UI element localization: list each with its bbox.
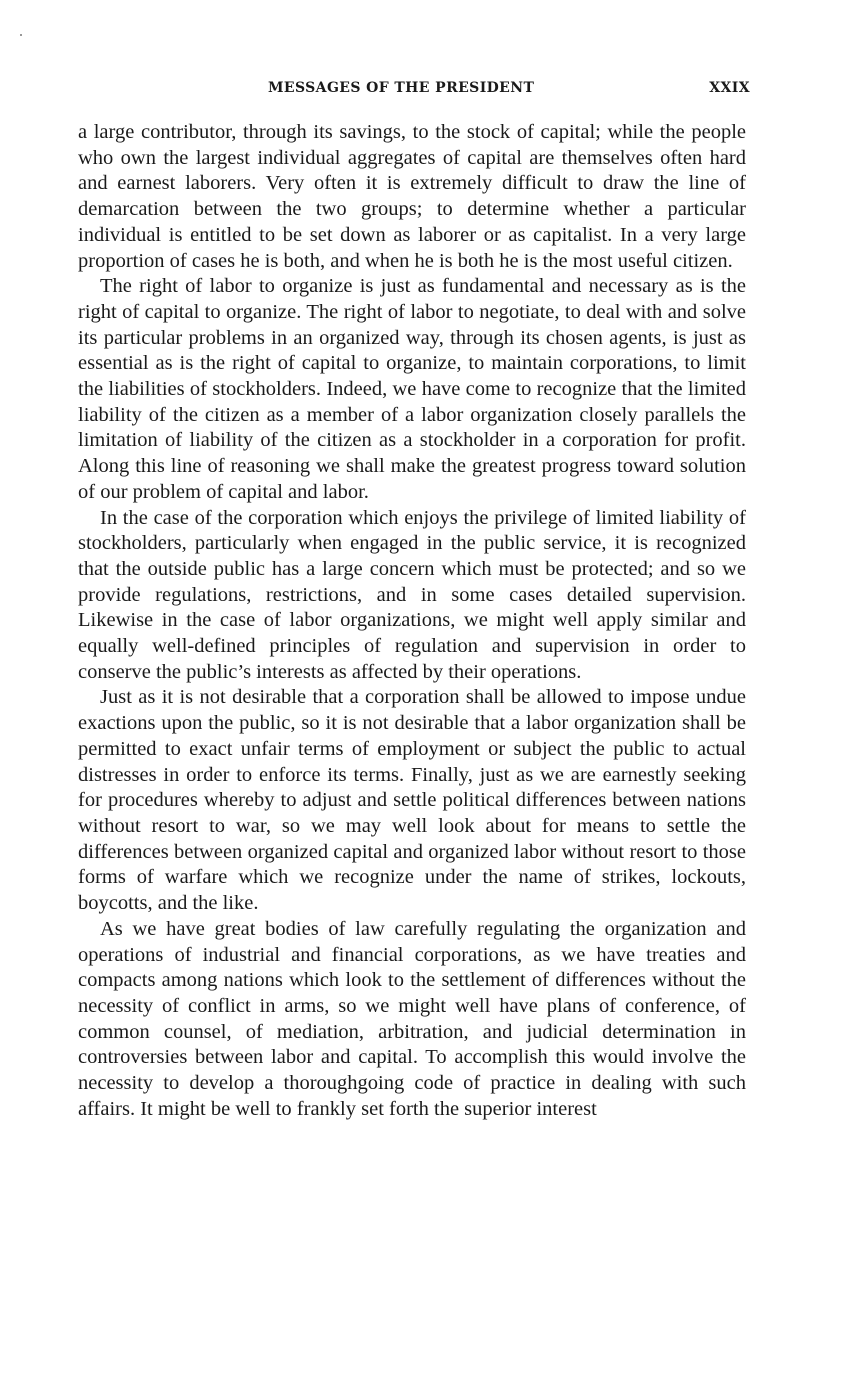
paragraph: a large contributor, through its savings, to the stock of capital; while the people who own the largest individual aggregates of capital are themselves often hard and earnest laborers. Very often it is extremely difficult to draw the line of demarcation between the two groups; to determine whether a particular individual is entitled to be set down as laborer or as capitalist. In a very large proportion of cases he is both, and when he is both he is the most useful citizen. xyxy=(78,121,746,272)
paragraph: The right of labor to organize is just as fundamental and necessary as is the right of capital to organize. The right of labor to negotiate, to deal with and solve its particular problems in an organized way, through its chosen agents, is just as essential as is the right of capital to organize, to maintain corporations, to limit the liabilities of stockholders. Indeed, we have come to recognize that the limited liability of the citizen as a member of a labor organization closely parallels the limitation of liability of the citizen as a stockholder in a corporation for profit. Along this line of reasoning we shall make the greatest progress toward solution of our problem of capital and labor. xyxy=(78,275,746,503)
paragraph: Just as it is not desirable that a corporation shall be allowed to impose undue exactions upon the public, so it is not desirable that a labor organization shall be permitted to exact unfair terms of employment or subject the public to actual distresses in order to enforce its terms. Finally, just as we are earnestly seeking for procedures whereby to adjust and settle political differences between nations without resort to war, so we may well look about for means to settle the differences between organized capital and organized labor without resort to those forms of warfare which we recognize under the name of strikes, lockouts, boycotts, and the like. xyxy=(78,686,746,915)
paragraph: As we have great bodies of law carefully regulating the organization and operations of industrial and financial corporations, as we have treaties and compacts among nations which look to the settlement of differences without the necessity of conflict in arms, so we might well have plans of conference, of common counsel, of mediation, arbitration, and judicial determination in controversies between labor and capital. To accomplish this would involve the necessity to develop a thoroughgoing code of practice in dealing with such affairs. It might be well to frankly set forth the superior interest xyxy=(78,917,746,1120)
running-header xyxy=(268,80,750,102)
page-number: XXIX xyxy=(709,80,750,96)
body-text xyxy=(78,120,746,1122)
paragraph: In the case of the corporation which enjoys the privilege of limited liability of stockholders, particularly when engaged in the public service, it is recognized that the outside public has a large concern which must be protected; and so we provide regulations, restrictions, and in some cases detailed supervision. Likewise in the case of labor organizations, we might well apply similar and equally well-defined principles of regulation and supervision in order to conserve the public’s interests as affected by their operations. xyxy=(78,506,746,683)
running-title: MESSAGES OF THE PRESIDENT xyxy=(268,80,535,96)
scan-speck xyxy=(20,34,22,36)
